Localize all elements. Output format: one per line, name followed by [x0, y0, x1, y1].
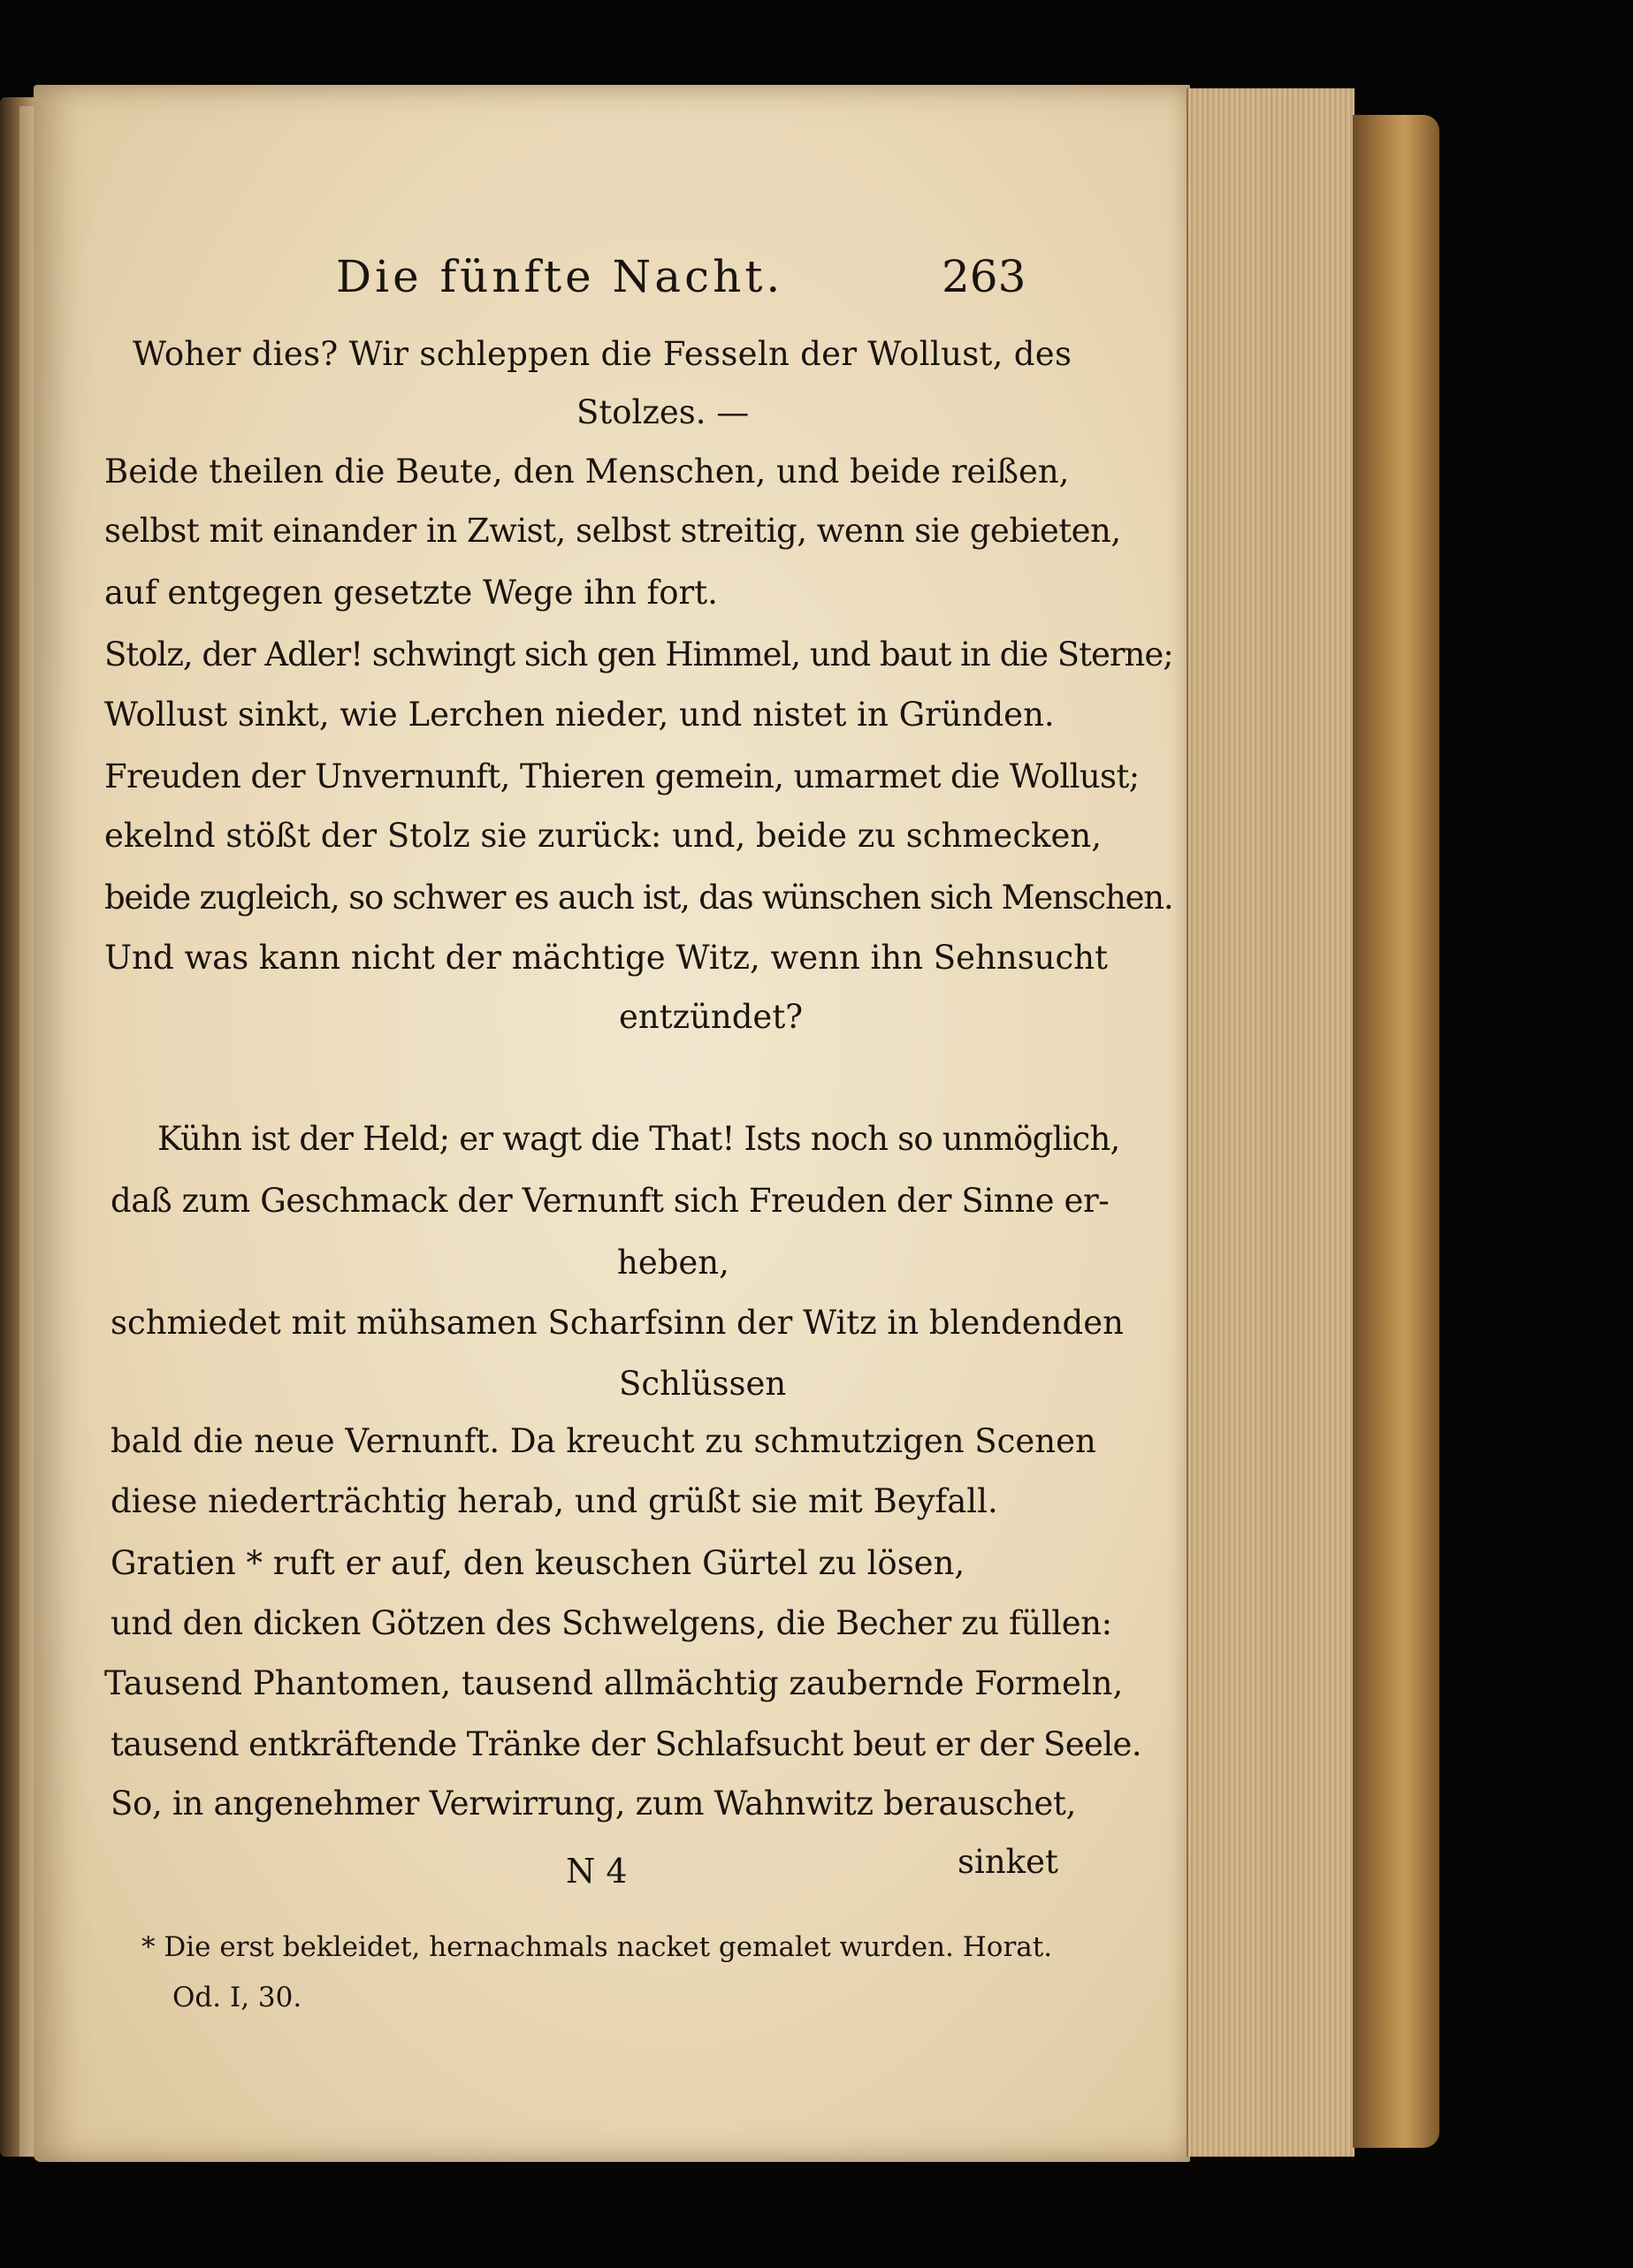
book-cover-right: [1353, 115, 1439, 2148]
text-line: Schlüssen: [619, 1365, 787, 1403]
footnote-line: Od. I, 30.: [172, 1982, 302, 2013]
text-line: beide zugleich, so schwer es auch ist, das wünschen sich Menschen.: [104, 879, 1173, 917]
text-line: auf entgegen gesetzte Wege ihn fort.: [104, 574, 718, 612]
running-header: Die fünfte Nacht.: [336, 251, 784, 302]
text-line: schmiedet mit mühsamen Scharfsinn der Witz in blendenden: [111, 1304, 1124, 1342]
text-line: Stolz, der Adler! schwingt sich gen Himmel, und baut in die Sterne;: [104, 635, 1173, 674]
page-number: 263: [942, 251, 1026, 302]
text-line: heben,: [617, 1244, 729, 1282]
text-line: Woher dies? Wir schleppen die Fesseln der Wollust, des: [133, 335, 1072, 373]
text-line: bald die neue Vernunft. Da kreucht zu schmutzigen Scenen: [111, 1422, 1096, 1460]
text-line: Beide theilen die Beute, den Menschen, und beide reißen,: [104, 453, 1070, 491]
signature-mark: N 4: [566, 1852, 628, 1891]
text-line: Wollust sinkt, wie Lerchen nieder, und nistet in Gründen.: [104, 696, 1055, 734]
text-line: So, in angenehmer Verwirrung, zum Wahnwitz berauschet,: [111, 1785, 1077, 1823]
page-block-fore-edge: [1187, 88, 1354, 2157]
text-line: entzündet?: [619, 998, 804, 1036]
catchword: sinket: [958, 1843, 1058, 1881]
text-line: Stolzes. —: [576, 393, 750, 431]
text-line: Tausend Phantomen, tausend allmächtig zaubernde Formeln,: [104, 1664, 1124, 1702]
text-line: diese niederträchtig herab, und grüßt sie mit Beyfall.: [111, 1482, 998, 1520]
text-line: selbst mit einander in Zwist, selbst streitig, wenn sie gebieten,: [104, 512, 1121, 550]
text-line: tausend entkräftende Tränke der Schlafsucht beut er der Seele.: [111, 1725, 1142, 1763]
text-line: Gratien * ruft er auf, den keuschen Gürtel zu lösen,: [111, 1544, 965, 1582]
text-line: Kühn ist der Held; er wagt die That! Ists noch so unmöglich,: [157, 1120, 1120, 1158]
footnote-line: * Die erst bekleidet, hernachmals nacket gemalet wurden. Horat.: [141, 1931, 1053, 1963]
text-line: daß zum Geschmack der Vernunft sich Freuden der Sinne er-: [111, 1182, 1110, 1220]
text-line: Und was kann nicht der mächtige Witz, wenn ihn Sehnsucht: [104, 939, 1108, 977]
text-line: und den dicken Götzen des Schwelgens, die Becher zu füllen:: [111, 1604, 1112, 1642]
text-line: Freuden der Unvernunft, Thieren gemein, umarmet die Wollust;: [104, 757, 1140, 795]
text-line: ekelnd stößt der Stolz sie zurück: und, beide zu schmecken,: [104, 817, 1102, 855]
